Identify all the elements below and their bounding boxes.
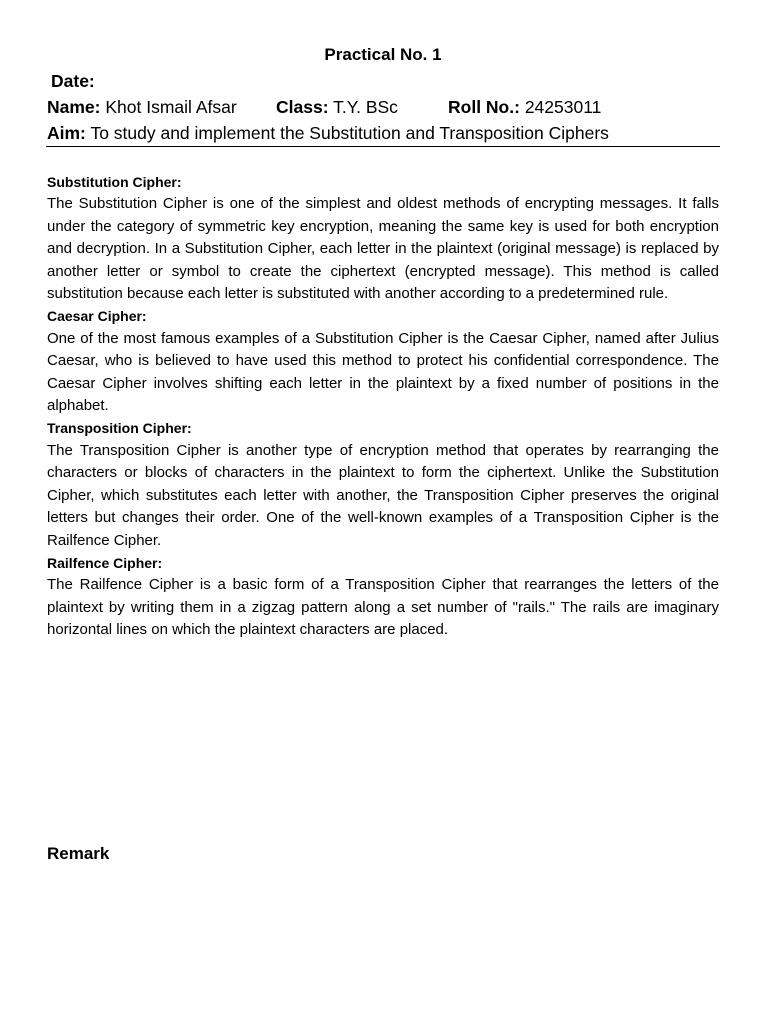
aim-value: To study and implement the Substitution and Transposition Ciphers — [90, 123, 609, 143]
section-heading-substitution: Substitution Cipher: — [47, 174, 182, 190]
class-field — [276, 97, 398, 118]
content-body — [47, 171, 719, 642]
name-field — [47, 97, 237, 118]
name-label: Name: — [47, 97, 101, 117]
aim-label: Aim: — [47, 123, 86, 143]
date-row — [51, 71, 95, 92]
class-label: Class: — [276, 97, 329, 117]
section-heading-caesar: Caesar Cipher: — [47, 308, 147, 325]
date-label: Date: — [51, 71, 95, 91]
section-heading-transposition: Transposition Cipher: — [47, 420, 192, 437]
roll-label: Roll No.: — [448, 97, 520, 117]
roll-value: 24253011 — [524, 97, 602, 117]
class-value: T.Y. BSc — [333, 97, 398, 117]
section-body-caesar: One of the most famous examples of a Substitution Cipher is the Caesar Cipher, named after Julius Caesar, who is believed to have used this method to protect his confidential correspondence. The Caesar Cipher involves shifting each letter in the plaintext by a fixed number of positions in the alphabet. — [47, 329, 719, 415]
roll-field — [448, 97, 601, 118]
practical-title: Practical No. 1 — [324, 45, 442, 64]
header-divider — [46, 146, 720, 147]
section-body-railfence: The Railfence Cipher is a basic form of a Transposition Cipher that rearranges the letters of the plaintext by writing them in a zigzag pattern along a set number of "rails." The rails are imaginary horizontal lines on which the plaintext characters are placed. — [47, 576, 719, 639]
aim-row — [47, 123, 609, 144]
section-body-transposition: The Transposition Cipher is another type of encryption method that operates by rearranging the characters or blocks of characters in the plaintext to form the ciphertext. Unlike the Substitution Cipher, which substitutes each letter with another, the Transposition Cipher preserves the original letters but changes their order. One of the well-known examples of a Transposition Cipher is the Railfence Cipher. — [47, 441, 719, 549]
name-value: Khot Ismail Afsar — [105, 97, 237, 117]
section-body-substitution: The Substitution Cipher is one of the simplest and oldest methods of encrypting messages. It falls under the category of symmetric key encryption, meaning the same key is used for both encryption and decryption. In a Substitution Cipher, each letter in the plaintext (original message) is replaced by another letter or symbol to create the ciphertext (encrypted message). This method is called substitution because each letter is substituted with another according to a predetermined rule. — [47, 195, 719, 303]
section-heading-railfence: Railfence Cipher: — [47, 554, 163, 571]
remark-label: Remark — [47, 844, 110, 863]
